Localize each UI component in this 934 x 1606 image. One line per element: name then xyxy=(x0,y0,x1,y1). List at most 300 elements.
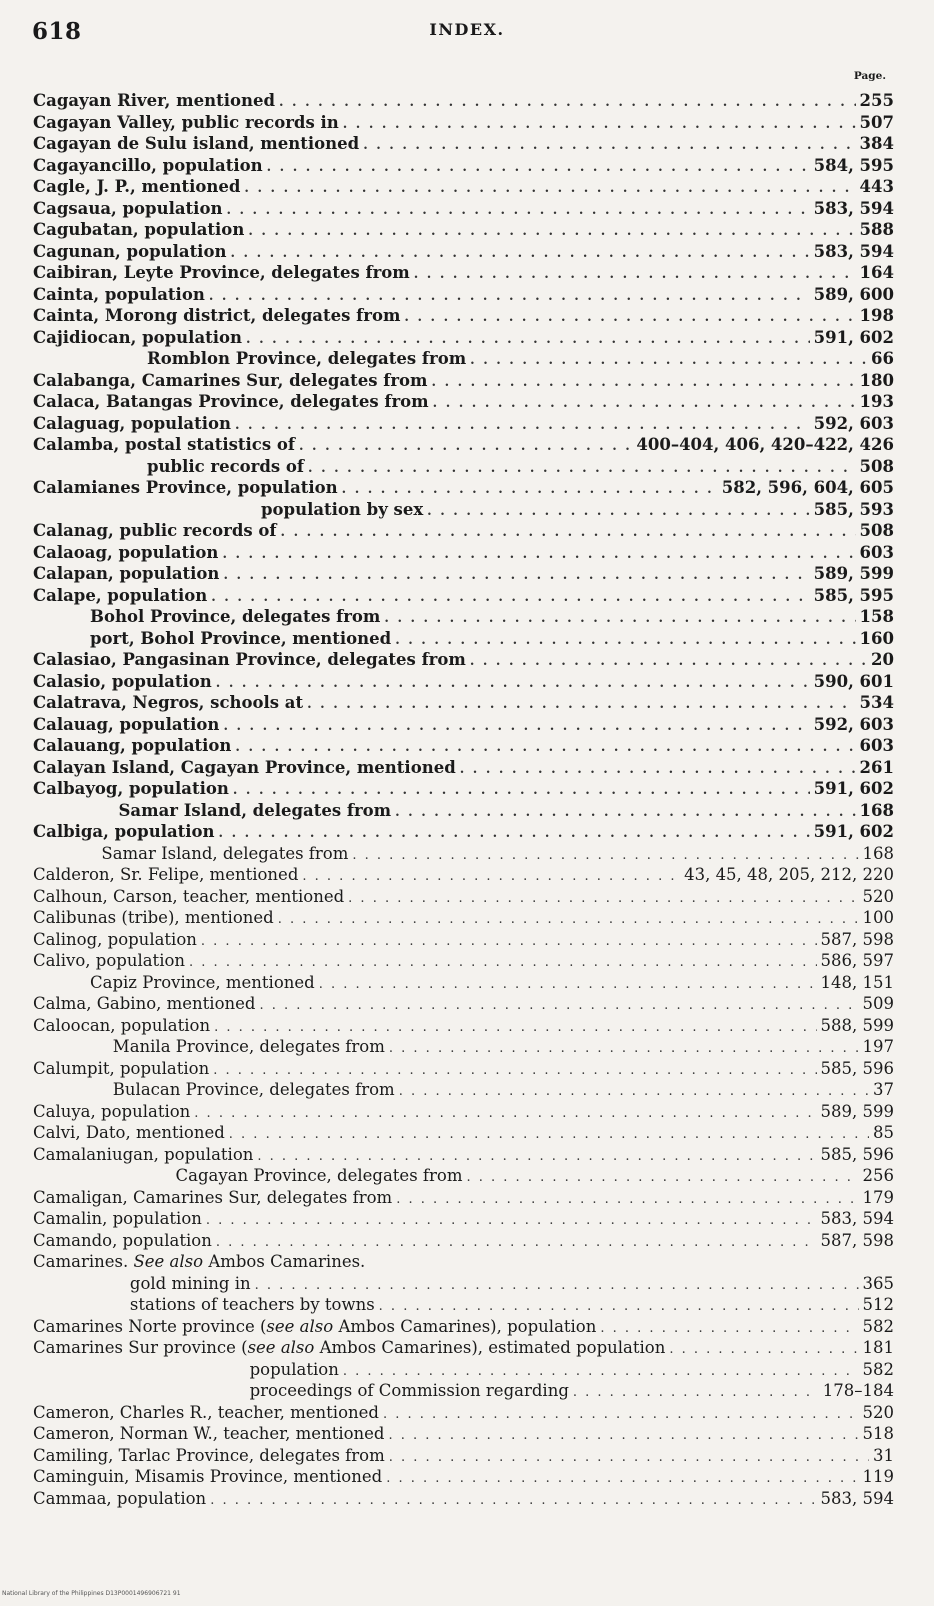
entry-term xyxy=(33,735,231,757)
index-entry xyxy=(33,305,894,327)
entry-pages: 582 xyxy=(862,1359,894,1379)
entry-pages: 583, 594 xyxy=(813,241,894,261)
entry-pages: 583, 594 xyxy=(813,198,894,218)
page-number: 618 xyxy=(32,18,82,45)
entry-pages: 589, 599 xyxy=(820,1101,894,1121)
index-entry xyxy=(33,477,894,499)
entry-term xyxy=(176,1165,463,1187)
entry-term-text: Cagayan Province, delegates from xyxy=(175,1166,463,1185)
index-entry xyxy=(33,800,894,822)
dot-leader xyxy=(414,264,856,284)
entry-term xyxy=(33,391,429,413)
dot-leader xyxy=(348,888,858,908)
entry-term xyxy=(33,864,298,886)
index-entry xyxy=(33,1208,894,1230)
entry-pages: 179 xyxy=(862,1187,894,1207)
dot-leader xyxy=(267,157,810,177)
entry-term-text: proceedings of Commission regarding xyxy=(249,1381,569,1400)
entry-term xyxy=(101,843,348,865)
entry-term-continued: Ambos Camarines), population xyxy=(338,1316,597,1336)
entry-pages: 178–184 xyxy=(822,1381,894,1400)
dot-leader xyxy=(278,909,859,929)
entry-term-text: Cameron, Charles R., teacher, mentioned xyxy=(33,1402,379,1422)
see-also-reference: see also xyxy=(247,1338,315,1357)
index-entry xyxy=(33,1423,894,1445)
index-entry xyxy=(33,1445,894,1467)
index-entry xyxy=(33,1251,894,1273)
entry-pages: 198 xyxy=(859,306,894,325)
entry-pages: 585, 595 xyxy=(813,585,894,605)
entry-pages: 508 xyxy=(859,456,894,476)
dot-leader xyxy=(233,780,810,800)
index-entry xyxy=(33,1273,894,1295)
entry-term xyxy=(33,1316,596,1338)
dot-leader xyxy=(389,1425,859,1445)
dot-leader xyxy=(384,608,855,628)
dot-leader xyxy=(379,1296,859,1316)
dot-leader xyxy=(395,630,855,650)
dot-leader xyxy=(210,1490,816,1510)
entry-pages: 37 xyxy=(873,1080,894,1099)
entry-term-text: Calhoun, Carson, teacher, mentioned xyxy=(33,886,345,906)
entry-term-text: Caluya, population xyxy=(33,1101,191,1121)
entry-pages: 518 xyxy=(862,1424,894,1443)
entry-term-text: Calamianes Province, population xyxy=(33,478,338,497)
entry-term-text: Camaligan, Camarines Sur, delegates from xyxy=(33,1187,393,1207)
entry-term-text: Cagayancillo, population xyxy=(33,155,263,175)
index-entry xyxy=(33,391,894,413)
entry-term-text: Camarines. xyxy=(33,1252,129,1271)
page-column-heading: Page. xyxy=(853,70,886,82)
dot-leader xyxy=(389,1038,859,1058)
entry-pages: 520 xyxy=(862,1402,894,1422)
entry-term-text: population xyxy=(249,1359,339,1379)
dot-leader xyxy=(229,1124,869,1144)
entry-term xyxy=(33,241,226,263)
index-entry xyxy=(33,434,894,456)
entry-pages: 603 xyxy=(859,736,894,755)
entry-term-text: Capiz Province, mentioned xyxy=(90,972,315,992)
entry-pages: 534 xyxy=(859,693,894,712)
dot-leader xyxy=(669,1339,858,1359)
index-entry xyxy=(33,1122,894,1144)
entry-term-text: port, Bohol Province, mentioned xyxy=(90,628,392,648)
entry-pages: 119 xyxy=(862,1467,894,1486)
entry-term-text: Caibiran, Leyte Province, delegates from xyxy=(33,263,410,282)
entry-pages: 148, 151 xyxy=(820,972,894,992)
entry-term-text: Cagayan de Sulu island, mentioned xyxy=(33,134,360,153)
entry-term xyxy=(33,520,277,542)
dot-leader xyxy=(460,759,856,779)
dot-leader xyxy=(600,1318,858,1338)
index-entry xyxy=(33,1402,894,1424)
dot-leader xyxy=(279,92,856,112)
dot-leader xyxy=(427,501,809,521)
index-entry xyxy=(33,112,894,134)
entry-term-text: Calibunas (tribe), mentioned xyxy=(33,908,274,927)
entry-term-text: Manila Province, delegates from xyxy=(112,1037,385,1056)
index-entry xyxy=(33,1079,894,1101)
entry-term-text: Camarines Norte province ( xyxy=(33,1316,267,1336)
entry-term xyxy=(33,714,219,736)
dot-leader xyxy=(302,866,680,886)
entry-pages: 587, 598 xyxy=(820,929,894,949)
dot-leader xyxy=(389,1447,869,1467)
entry-pages: 43, 45, 48, 205, 212, 220 xyxy=(684,865,894,884)
footer-credit: National Library of the Philippines D13P0001496906721 91 xyxy=(2,1590,181,1597)
entry-term xyxy=(147,348,466,370)
entry-term xyxy=(33,1423,385,1445)
index-entry xyxy=(33,1058,894,1080)
entry-term-text: Calderon, Sr. Felipe, mentioned xyxy=(33,865,299,884)
entry-term-text: Romblon Province, delegates from xyxy=(147,349,467,368)
dot-leader xyxy=(386,1468,858,1488)
entry-term-text: Cagayan Valley, public records in xyxy=(33,112,339,132)
entry-pages: 583, 594 xyxy=(820,1488,894,1508)
index-entry xyxy=(33,1230,894,1252)
index-entry xyxy=(33,714,894,736)
entry-pages: 585, 596 xyxy=(820,1058,894,1078)
entry-pages: 443 xyxy=(859,177,894,196)
entry-term-text: Cagayan River, mentioned xyxy=(33,91,275,110)
entry-pages: 384 xyxy=(859,134,894,153)
index-entry xyxy=(33,821,894,843)
dot-leader xyxy=(246,329,810,349)
entry-term xyxy=(33,886,344,908)
entry-pages: 180 xyxy=(859,370,894,390)
dot-leader xyxy=(432,372,856,392)
entry-term-text: Calaca, Batangas Province, delegates from xyxy=(33,392,429,411)
dot-leader xyxy=(222,544,855,564)
entry-term xyxy=(33,198,222,220)
entry-term-text: population by sex xyxy=(261,499,424,519)
index-entry xyxy=(33,456,894,478)
entry-term-text: stations of teachers by towns xyxy=(129,1295,375,1314)
index-entry xyxy=(33,692,894,714)
index-entry xyxy=(33,284,894,306)
entry-term xyxy=(33,477,338,499)
index-entry xyxy=(33,90,894,112)
index-entry xyxy=(33,133,894,155)
entry-term xyxy=(33,563,219,585)
entry-pages: 589, 599 xyxy=(813,564,894,583)
entry-term-text: Calape, population xyxy=(33,585,208,605)
entry-term-text: Cajidiocan, population xyxy=(33,327,243,347)
index-entry xyxy=(33,262,894,284)
dot-leader xyxy=(467,1167,859,1187)
entry-pages: 193 xyxy=(859,392,894,411)
entry-term-text: Calasio, population xyxy=(33,671,212,691)
index-entry xyxy=(33,1359,894,1381)
index-entry xyxy=(33,563,894,585)
entry-term-text: Samar Island, delegates from xyxy=(101,843,349,863)
dot-leader xyxy=(257,1146,816,1166)
entry-term-text: Calaguag, population xyxy=(33,413,231,433)
entry-pages: 592, 603 xyxy=(813,714,894,734)
entry-term-text: Calapan, population xyxy=(33,564,220,583)
entry-term-text: Caminguin, Misamis Province, mentioned xyxy=(33,1467,383,1486)
dot-leader xyxy=(226,200,809,220)
entry-pages: 507 xyxy=(859,112,894,132)
entry-pages: 509 xyxy=(862,994,894,1013)
index-entry xyxy=(33,1466,894,1488)
see-also-reference: See also xyxy=(133,1252,204,1271)
index-entry xyxy=(33,155,894,177)
dot-leader xyxy=(216,1232,817,1252)
entry-term-text: Cagunan, population xyxy=(33,241,227,261)
entry-pages: 400–404, 406, 420–422, 426 xyxy=(636,435,894,454)
entry-term xyxy=(33,542,218,564)
entry-pages: 160 xyxy=(859,628,894,648)
entry-term xyxy=(33,993,255,1015)
entry-pages: 365 xyxy=(862,1273,894,1293)
entry-term-text: Camalaniugan, population xyxy=(33,1144,254,1164)
index-entry xyxy=(33,1488,894,1510)
entry-term-continued: Ambos Camarines. xyxy=(208,1252,366,1271)
dot-leader xyxy=(573,1382,819,1402)
entry-pages: 100 xyxy=(862,908,894,927)
entry-pages: 85 xyxy=(873,1123,894,1142)
index-entry xyxy=(33,1380,894,1402)
index-entry xyxy=(33,929,894,951)
dot-leader xyxy=(219,823,810,843)
entry-pages: 520 xyxy=(862,886,894,906)
entry-term-text: Cainta, population xyxy=(33,284,205,304)
entry-term xyxy=(33,585,207,607)
dot-leader xyxy=(211,587,809,607)
dot-leader xyxy=(343,114,856,134)
entry-pages: 590, 601 xyxy=(813,671,894,691)
entry-term xyxy=(33,370,428,392)
entry-term-text: Calanag, public records of xyxy=(33,521,277,540)
dot-leader xyxy=(235,737,855,757)
index-entry xyxy=(33,327,894,349)
entry-term-text: Calamba, postal statistics of xyxy=(33,435,295,454)
entry-term xyxy=(33,219,244,241)
dot-leader xyxy=(363,135,855,155)
entry-term-text: Cammaa, population xyxy=(33,1488,207,1508)
entry-pages: 20 xyxy=(871,650,894,669)
index-entry xyxy=(33,499,894,521)
entry-term-text: Calivo, population xyxy=(33,951,186,970)
entry-pages: 508 xyxy=(859,521,894,540)
entry-term xyxy=(33,1337,665,1359)
entry-term-text: Calasiao, Pangasinan Province, delegates from xyxy=(33,650,466,669)
entry-pages: 168 xyxy=(859,800,894,820)
entry-term xyxy=(250,1359,339,1381)
dot-leader xyxy=(308,458,856,478)
entry-term xyxy=(90,606,380,628)
index-entry xyxy=(33,370,894,392)
dot-leader xyxy=(319,974,817,994)
index-entry xyxy=(33,1144,894,1166)
index-entry xyxy=(33,972,894,994)
entry-term-text: Calabanga, Camarines Sur, delegates from xyxy=(33,370,428,390)
index-entry xyxy=(33,757,894,779)
entry-term xyxy=(33,1208,202,1230)
entry-pages: 197 xyxy=(862,1037,894,1056)
entry-term-text: Calatrava, Negros, schools at xyxy=(33,693,304,712)
entry-term xyxy=(130,1273,251,1295)
index-entry xyxy=(33,1015,894,1037)
entry-pages: 261 xyxy=(859,757,894,777)
dot-leader xyxy=(255,1275,859,1295)
dot-leader xyxy=(470,651,867,671)
entry-pages: 585, 593 xyxy=(813,499,894,519)
entry-term xyxy=(33,1488,206,1510)
dot-leader xyxy=(396,1189,858,1209)
dot-leader xyxy=(343,1361,859,1381)
entry-term-text: Cameron, Norman W., teacher, mentioned xyxy=(33,1424,385,1443)
entry-term-text: Camando, population xyxy=(33,1230,212,1250)
index-entry xyxy=(33,1316,894,1338)
dot-leader xyxy=(206,1210,817,1230)
dot-leader xyxy=(307,694,855,714)
entry-term xyxy=(33,692,303,714)
index-entry xyxy=(33,628,894,650)
entry-pages: 584, 595 xyxy=(813,155,894,175)
dot-leader xyxy=(281,522,856,542)
entry-term xyxy=(113,1036,385,1058)
entry-term xyxy=(33,305,400,327)
entry-term-text: Caloocan, population xyxy=(33,1015,211,1035)
dot-leader xyxy=(352,845,858,865)
entry-term-text: Cainta, Morong district, delegates from xyxy=(33,306,401,325)
entry-term xyxy=(33,1251,365,1273)
dot-leader xyxy=(342,479,718,499)
index-entry xyxy=(33,219,894,241)
entry-pages: 31 xyxy=(873,1445,894,1465)
index-entry xyxy=(33,864,894,886)
entry-pages: 164 xyxy=(859,263,894,282)
entry-pages: 181 xyxy=(862,1338,894,1357)
index-entry xyxy=(33,542,894,564)
entry-pages: 255 xyxy=(859,91,894,110)
entry-term-text: Calma, Gabino, mentioned xyxy=(33,994,256,1013)
index-entry xyxy=(33,241,894,263)
entry-term-text: public records of xyxy=(147,456,305,476)
entry-pages: 603 xyxy=(859,542,894,562)
entry-term xyxy=(90,628,391,650)
entry-pages: 66 xyxy=(871,349,894,368)
entry-term xyxy=(33,1122,225,1144)
dot-leader xyxy=(213,1060,816,1080)
entry-pages: 256 xyxy=(862,1166,894,1185)
entry-term xyxy=(33,929,197,951)
dot-leader xyxy=(299,436,632,456)
entry-pages: 168 xyxy=(862,843,894,863)
index-entry xyxy=(33,1165,894,1187)
index-list xyxy=(33,90,894,1509)
entry-term xyxy=(261,499,423,521)
entry-term xyxy=(33,649,466,671)
entry-term-text: Samar Island, delegates from xyxy=(118,800,392,820)
entry-term-text: Calauag, population xyxy=(33,714,220,734)
entry-term xyxy=(33,1101,190,1123)
entry-term xyxy=(33,907,274,929)
entry-term-text: Cagle, J. P., mentioned xyxy=(33,177,241,196)
entry-term xyxy=(33,757,456,779)
entry-term xyxy=(90,972,315,994)
index-entry xyxy=(33,886,894,908)
entry-pages: 582, 596, 604, 605 xyxy=(721,478,894,497)
dot-leader xyxy=(395,802,855,822)
entry-term xyxy=(33,1230,212,1252)
entry-term-text: gold mining in xyxy=(129,1273,251,1293)
entry-term xyxy=(33,1187,392,1209)
entry-term-text: Calayan Island, Cagayan Province, mentioned xyxy=(33,757,456,777)
see-also-reference: see also xyxy=(266,1316,334,1336)
dot-leader xyxy=(223,716,809,736)
dot-leader xyxy=(404,307,855,327)
running-head: INDEX. xyxy=(429,20,505,39)
entry-pages: 591, 602 xyxy=(813,779,894,798)
entry-term xyxy=(33,1058,209,1080)
entry-term xyxy=(33,1466,382,1488)
dot-leader xyxy=(209,286,810,306)
entry-term xyxy=(33,284,205,306)
entry-term xyxy=(130,1294,375,1316)
entry-pages: 582 xyxy=(862,1316,894,1336)
dot-leader xyxy=(201,931,817,951)
entry-term xyxy=(33,262,410,284)
entry-term xyxy=(33,413,231,435)
entry-term-text: Cagsaua, population xyxy=(33,198,223,218)
entry-pages: 588 xyxy=(859,220,894,239)
index-entry xyxy=(33,198,894,220)
dot-leader xyxy=(223,565,809,585)
entry-term xyxy=(33,821,215,843)
dot-leader xyxy=(194,1103,816,1123)
index-entry xyxy=(33,520,894,542)
dot-leader xyxy=(383,1404,859,1424)
entry-term-text: Calinog, population xyxy=(33,929,197,949)
entry-term xyxy=(33,1015,210,1037)
entry-pages: 589, 600 xyxy=(813,284,894,304)
index-entry xyxy=(33,993,894,1015)
dot-leader xyxy=(399,1081,869,1101)
entry-term xyxy=(33,176,240,198)
entry-term-text: Calbiga, population xyxy=(33,822,215,841)
index-entry xyxy=(33,671,894,693)
entry-term xyxy=(33,1402,379,1424)
dot-leader xyxy=(248,221,855,241)
entry-term xyxy=(33,327,242,349)
entry-term-text: Calbayog, population xyxy=(33,779,229,798)
entry-term xyxy=(33,1144,253,1166)
entry-term xyxy=(33,133,359,155)
index-entry xyxy=(33,606,894,628)
entry-term-text: Cagubatan, population xyxy=(33,220,245,239)
index-entry xyxy=(33,1036,894,1058)
entry-term xyxy=(33,1445,385,1467)
index-entry xyxy=(33,1187,894,1209)
entry-term-text: Bulacan Province, delegates from xyxy=(112,1080,395,1099)
entry-term xyxy=(33,90,275,112)
entry-term-continued: Ambos Camarines), estimated population xyxy=(319,1338,666,1357)
dot-leader xyxy=(214,1017,816,1037)
index-entry xyxy=(33,649,894,671)
dot-leader xyxy=(216,673,810,693)
entry-pages: 591, 602 xyxy=(813,327,894,347)
index-entry xyxy=(33,907,894,929)
entry-pages: 586, 597 xyxy=(820,951,894,970)
dot-leader xyxy=(470,350,867,370)
entry-pages: 592, 603 xyxy=(813,413,894,433)
index-entry xyxy=(33,1294,894,1316)
entry-term xyxy=(33,112,339,134)
entry-pages: 158 xyxy=(859,607,894,626)
